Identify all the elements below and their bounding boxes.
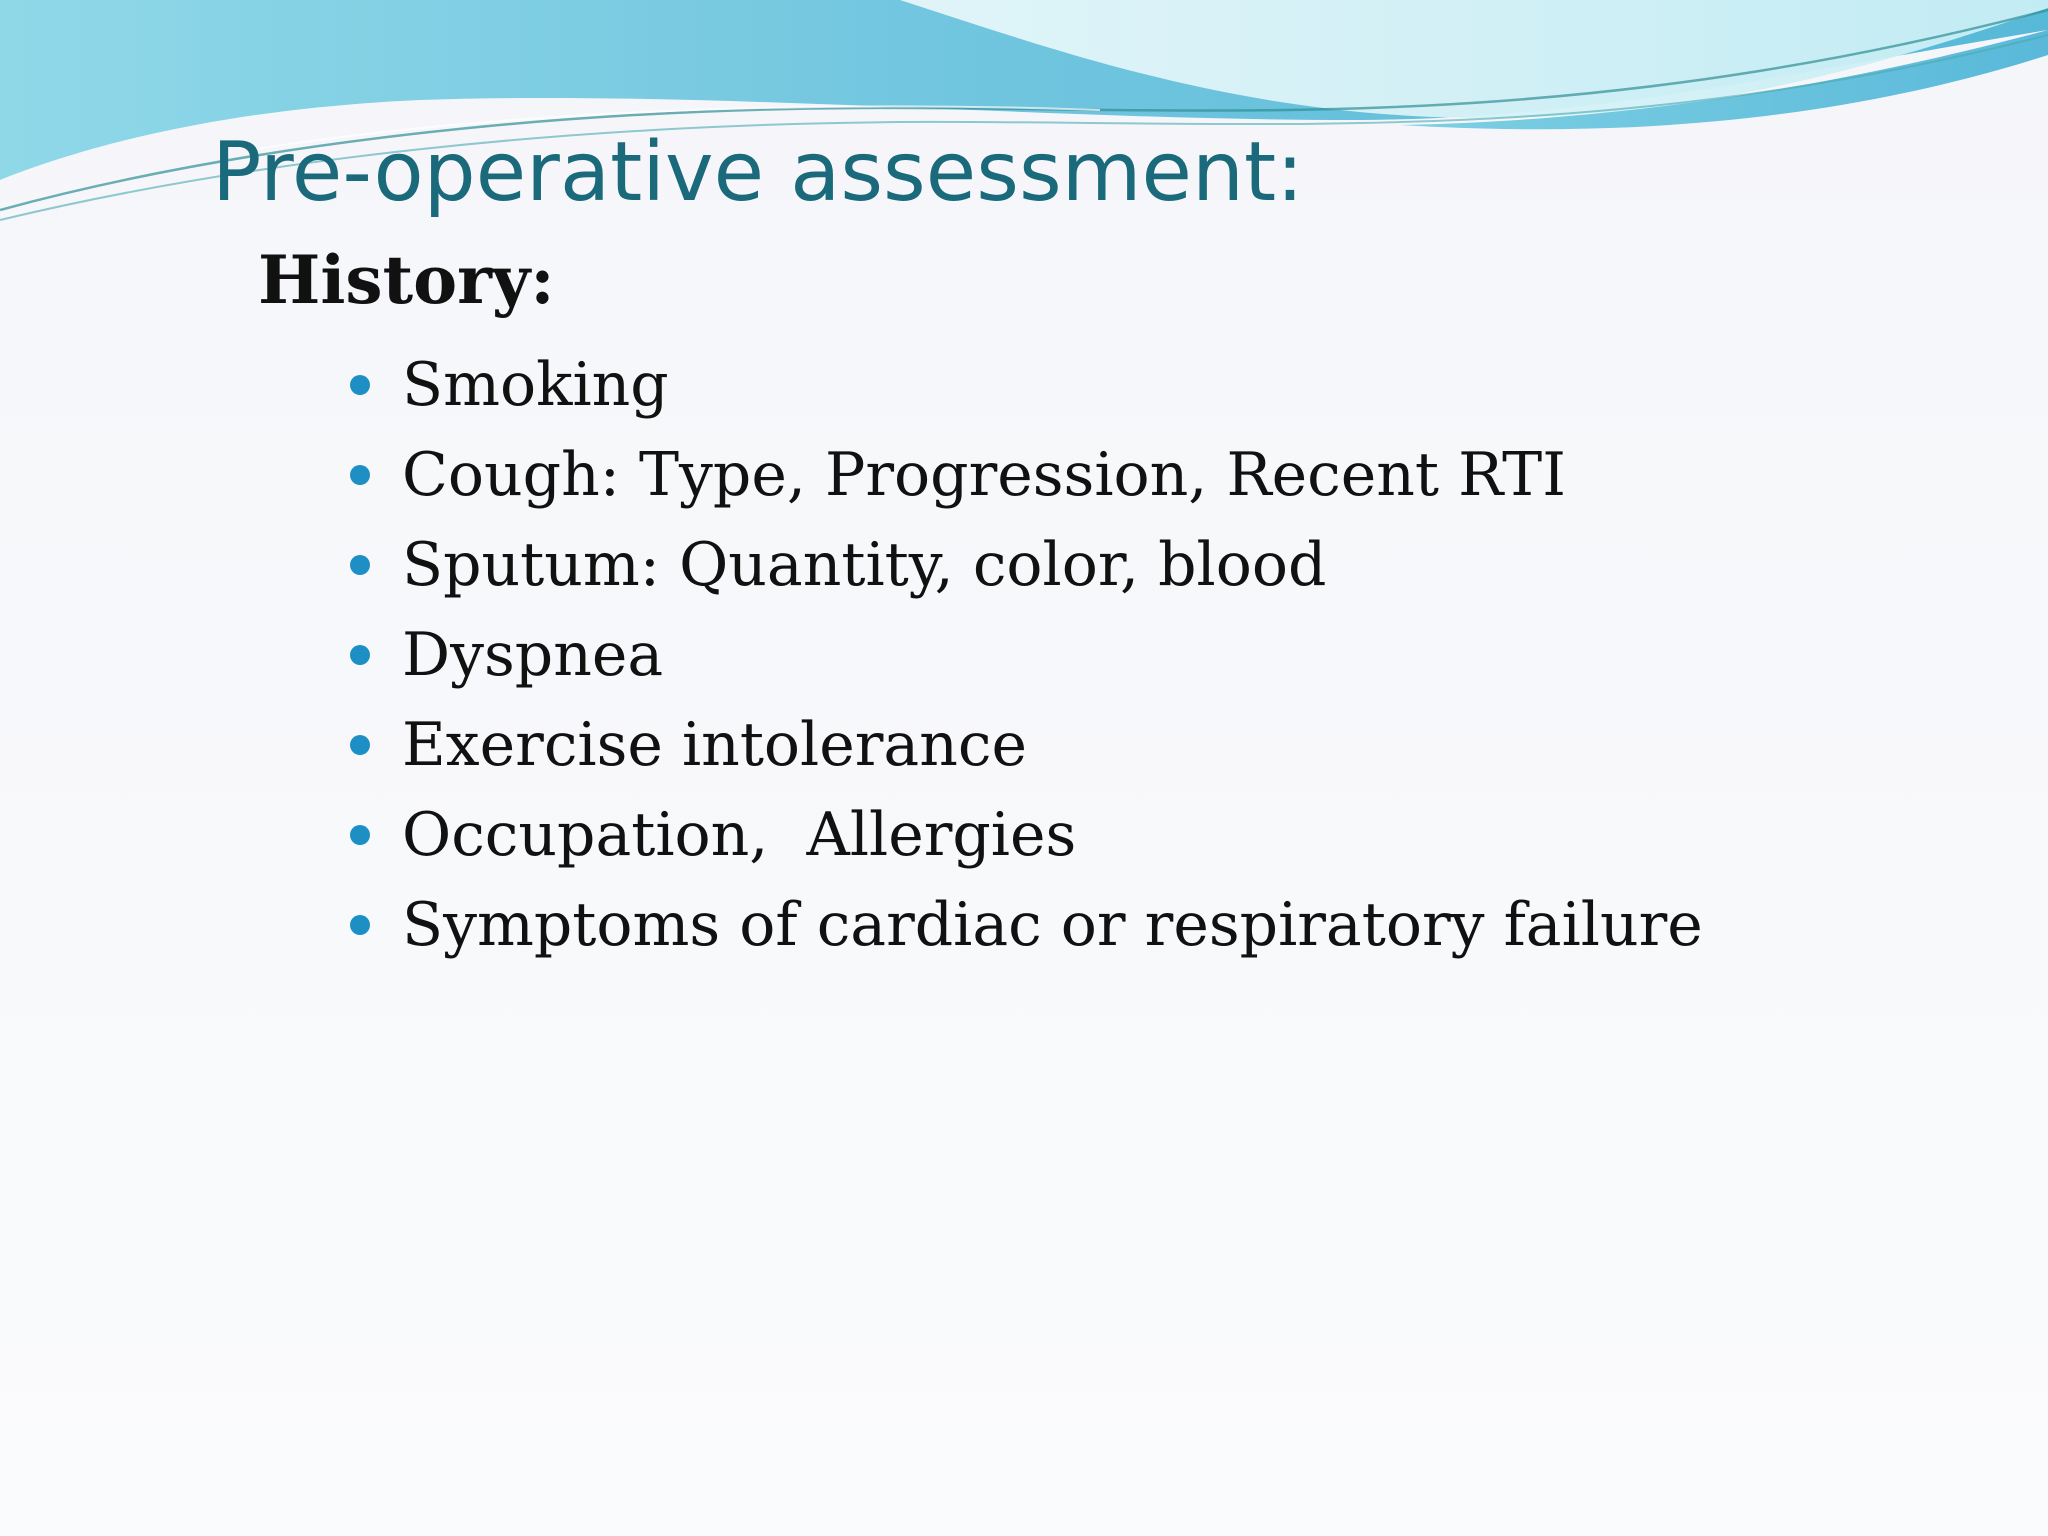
bullet-dot-icon bbox=[350, 645, 370, 665]
bullet-dot-icon bbox=[350, 555, 370, 575]
bullet-item bbox=[350, 880, 1703, 970]
bullet-item bbox=[350, 700, 1703, 790]
section-heading: History: bbox=[258, 241, 555, 319]
bullet-text: Exercise intolerance bbox=[402, 710, 1027, 780]
bullet-text: Dyspnea bbox=[402, 620, 664, 690]
bullet-dot-icon bbox=[350, 465, 370, 485]
slide-title: Pre-operative assessment: bbox=[212, 125, 1304, 220]
bullet-text: Cough: Type, Progression, Recent RTI bbox=[402, 440, 1566, 510]
bullet-item bbox=[350, 610, 1703, 700]
bullet-dot-icon bbox=[350, 375, 370, 395]
bullet-dot-icon bbox=[350, 915, 370, 935]
bullet-dot-icon bbox=[350, 825, 370, 845]
bullet-item bbox=[350, 520, 1703, 610]
bullet-text: Sputum: Quantity, color, blood bbox=[402, 530, 1327, 600]
bullet-text: Smoking bbox=[402, 350, 669, 420]
bullet-item bbox=[350, 340, 1703, 430]
bullet-list bbox=[350, 340, 1703, 970]
bullet-item bbox=[350, 790, 1703, 880]
bullet-dot-icon bbox=[350, 735, 370, 755]
bullet-text: Symptoms of cardiac or respiratory failure bbox=[402, 890, 1703, 960]
bullet-item bbox=[350, 430, 1703, 520]
bullet-text: Occupation, Allergies bbox=[402, 800, 1077, 870]
